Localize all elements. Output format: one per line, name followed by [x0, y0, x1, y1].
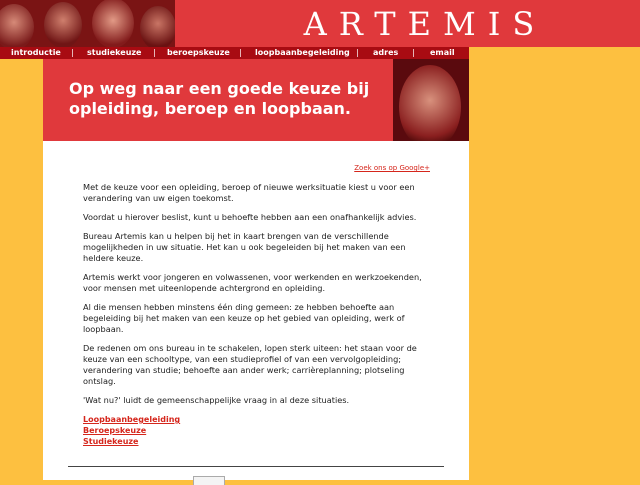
paragraph: Artemis werkt voor jongeren en volwassenen, voor werkenden en werkzoekenden, voor mensen met uiteenlopende achtergrond en opleiding.: [83, 272, 422, 293]
footer-divider: [68, 466, 444, 467]
intro-text: [83, 182, 433, 447]
nav-separator: |: [153, 48, 156, 57]
header-photo-strip: [0, 0, 175, 47]
nav-item-beroepskeuze[interactable]: beroepskeuze: [167, 48, 230, 57]
main-content: [43, 141, 469, 480]
nav-item-loopbaanbegeleiding[interactable]: loopbaanbegeleiding: [255, 48, 350, 57]
paragraph: 'Wat nu?' luidt de gemeenschappelijke vraag in al deze situaties.: [83, 395, 350, 405]
face-photo-2: [44, 2, 82, 47]
brand-title: ARTEMIS: [303, 5, 547, 43]
nav-item-introductie[interactable]: introductie: [11, 48, 61, 57]
portrait-face: [399, 65, 461, 141]
face-photo-4: [140, 6, 175, 47]
link-loopbaanbegeleiding[interactable]: Loopbaanbegeleiding: [83, 415, 181, 424]
nav-separator: |: [412, 48, 415, 57]
nav-separator: |: [71, 48, 74, 57]
link-studiekeuze[interactable]: Studiekeuze: [83, 437, 139, 446]
nav-item-adres[interactable]: adres: [373, 48, 399, 57]
paragraph: Al die mensen hebben minstens één ding gemeen: ze hebben behoefte aan begeleiding bij het maken van een keuze op het gebied van opleiding, werk of loopbaan.: [83, 302, 405, 334]
link-beroepskeuze[interactable]: Beroepskeuze: [83, 426, 147, 435]
tagline-text: Op weg naar een goede keuze bij opleiding, beroep en loopbaan.: [69, 79, 370, 118]
main-nav: [0, 47, 469, 59]
paragraph: De redenen om ons bureau in te schakelen, lopen sterk uiteen: het staan voor de keuze van een schooltype, van een studieprofiel of van een vervolgopleiding; verandering van studie; behoefte aan ander werk; carrièreplanning; plotseling ontslag.: [83, 343, 417, 386]
footer-badge: [193, 476, 225, 485]
paragraph: Voordat u hierover beslist, kunt u behoefte hebben aan een onafhankelijk advies.: [83, 212, 417, 222]
face-photo-3: [92, 0, 134, 47]
google-plus-link[interactable]: Zoek ons op Google+: [354, 164, 430, 172]
tagline-banner: [43, 59, 393, 141]
nav-separator: |: [356, 48, 359, 57]
paragraph: Bureau Artemis kan u helpen bij het in kaart brengen van de verschillende mogelijkheden in uw situatie. Het kan u ook begeleiden bij het maken van een heldere keuze.: [83, 231, 406, 263]
nav-item-email[interactable]: email: [430, 48, 455, 57]
face-photo-1: [0, 4, 34, 47]
header-bar: [0, 0, 640, 47]
paragraph: Met de keuze voor een opleiding, beroep of nieuwe werksituatie kiest u voor een verandering van uw eigen toekomst.: [83, 182, 415, 203]
nav-separator: |: [239, 48, 242, 57]
nav-item-studiekeuze[interactable]: studiekeuze: [87, 48, 142, 57]
portrait-photo: [393, 59, 469, 141]
